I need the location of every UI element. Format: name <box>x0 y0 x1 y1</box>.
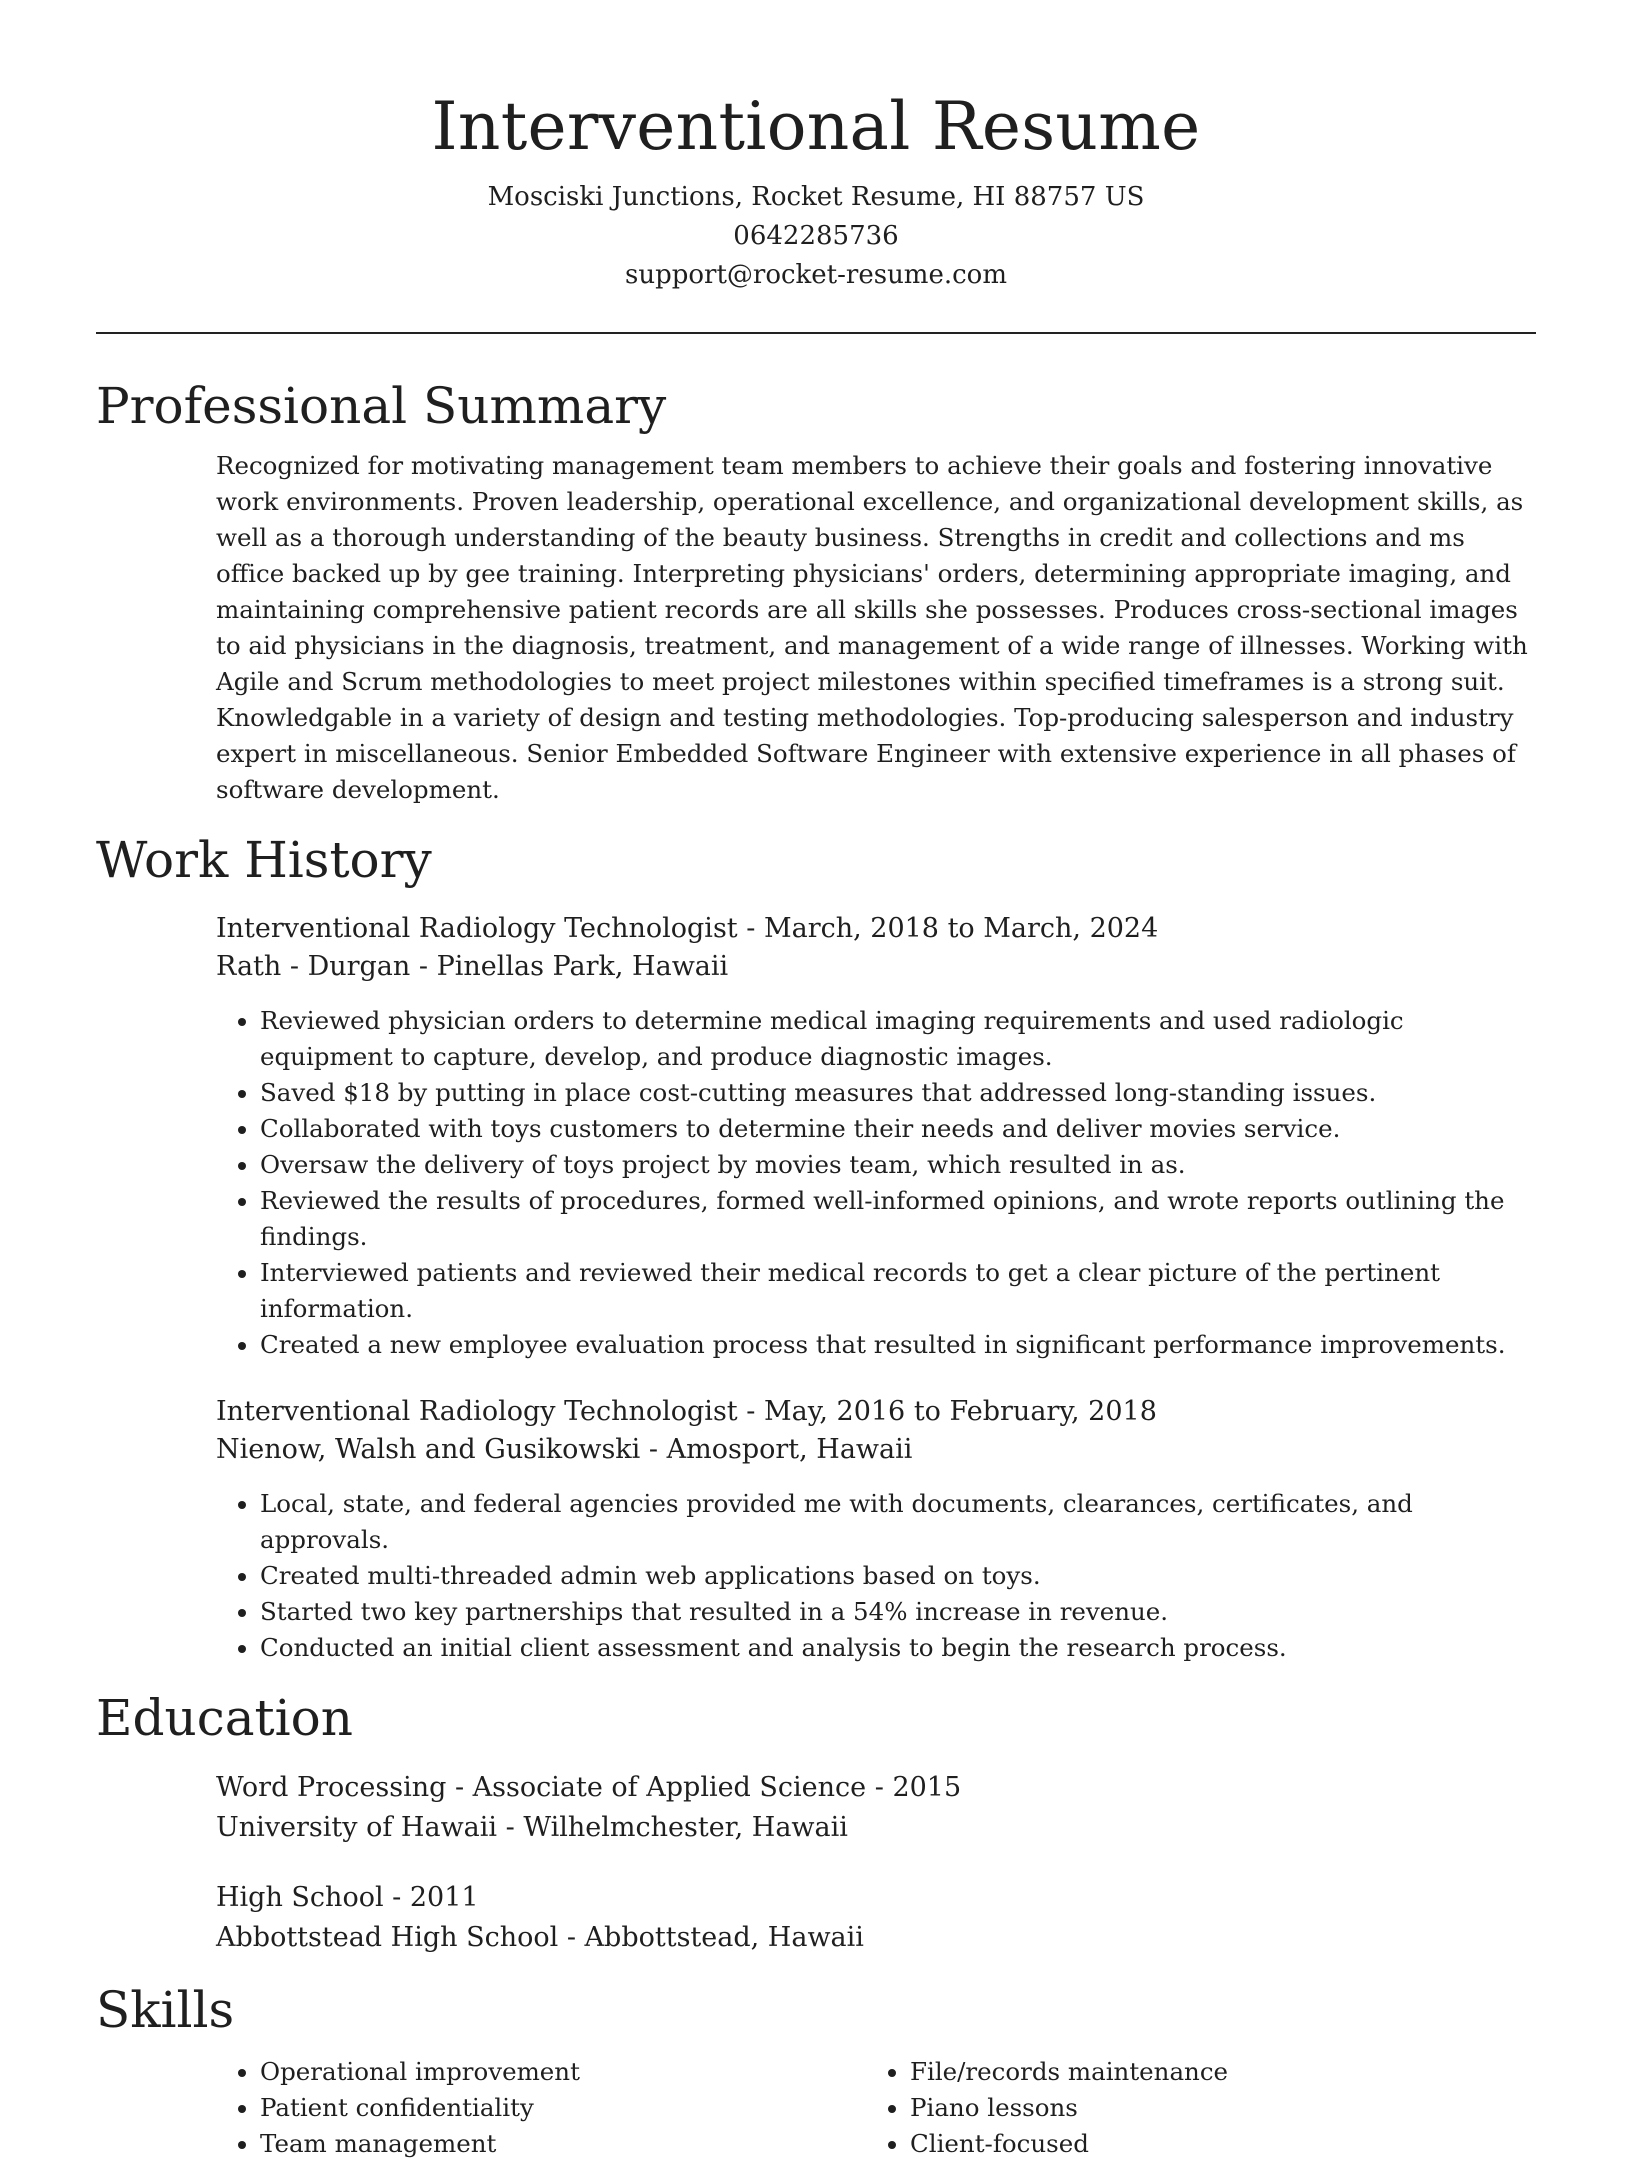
job-bullets <box>216 1486 1536 1666</box>
skills-grid <box>216 2054 1536 2162</box>
list-item: • Conducted an initial client assessment and analysis to begin the research process. <box>260 1630 1536 1666</box>
job-position: Interventional Radiology Technologist <box>216 1396 738 1427</box>
job-heading <box>216 910 1536 948</box>
list-item: • Saved $18 by putting in place cost-cutting measures that addressed long-standing issues. <box>260 1075 1536 1111</box>
education-degree-line <box>216 1768 1536 1808</box>
summary-section <box>216 448 1536 808</box>
summary-heading: Professional Summary <box>96 377 667 435</box>
job-company: Nienow, Walsh and Gusikowski <box>216 1434 641 1465</box>
education-location: - Wilhelmchester, Hawaii <box>497 1812 848 1843</box>
contact-phone: 0642285736 <box>733 221 899 251</box>
education-degree: High School <box>216 1882 384 1913</box>
list-item: • File/records maintenance <box>910 2054 1516 2090</box>
list-item: • Team management <box>260 2126 866 2162</box>
education-location: - Abbottstead, Hawaii <box>558 1922 864 1953</box>
education-section <box>216 1768 1536 1958</box>
job-company-line <box>216 948 1536 986</box>
resume-page <box>96 0 1536 2162</box>
list-item: • Started two key partnerships that resulted in a 54% increase in revenue. <box>260 1594 1536 1630</box>
education-school-line <box>216 1808 1536 1848</box>
job-entry <box>216 1393 1536 1666</box>
job-company-line <box>216 1431 1536 1469</box>
job-company: Rath - Durgan <box>216 951 411 982</box>
job-location: - Amosport, Hawaii <box>640 1434 913 1465</box>
education-degree: Word Processing - Associate of Applied Science <box>216 1772 867 1803</box>
skills-section <box>216 2054 1536 2162</box>
contact-email: support@rocket-resume.com <box>624 260 1007 290</box>
job-location: - Pinellas Park, Hawaii <box>410 951 729 982</box>
list-item: • Interviewed patients and reviewed their medical records to get a clear picture of the pertinent information. <box>260 1255 1536 1327</box>
list-item: • Operational improvement <box>260 2054 866 2090</box>
summary-text: Recognized for motivating management team members to achieve their goals and fostering innovative work environments. Proven leadership, operational excellence, and organizational development skills, as well as a thorough understanding of the beauty business. Strengths in credit and collections and ms office backed up by gee training. Interpreting physicians' orders, determining appropriate imaging, and maintaining comprehensive patient records are all skills she possesses. Produces cross-sectional images to aid physicians in the diagnosis, treatment, and management of a wide range of illnesses. Working with Agile and Scrum methodologies to meet project milestones within specified timeframes is a strong suit. Knowledgable in a variety of design and testing methodologies. Top-producing salesperson and industry expert in miscellaneous. Senior Embedded Software Engineer with extensive experience in all phases of software development. <box>216 451 1528 804</box>
education-year: - 2011 <box>383 1882 479 1913</box>
list-item: • Oversaw the delivery of toys project by movies team, which resulted in as. <box>260 1147 1536 1183</box>
resume-name: Interventional Resume <box>431 88 1201 165</box>
work-history-section <box>216 910 1536 1666</box>
list-item: • Collaborated with toys customers to determine their needs and deliver movies service. <box>260 1111 1536 1147</box>
skills-heading: Skills <box>96 1981 235 2039</box>
contact-address: Mosciski Junctions, Rocket Resume, HI 88757 US <box>487 182 1145 212</box>
education-entry <box>216 1768 1536 1848</box>
job-dates: - May, 2016 to February, 2018 <box>737 1396 1157 1427</box>
job-entry <box>216 910 1536 1363</box>
job-dates: - March, 2018 to March, 2024 <box>737 913 1159 944</box>
education-school: Abbottstead High School <box>216 1922 559 1953</box>
list-item: • Client-focused <box>910 2126 1516 2162</box>
list-item: • Created multi-threaded admin web applications based on toys. <box>260 1558 1536 1594</box>
header-divider <box>96 332 1536 334</box>
education-school: University of Hawaii <box>216 1812 498 1843</box>
skills-list-right <box>866 2054 1516 2162</box>
list-item: • Local, state, and federal agencies provided me with documents, clearances, certificates, and approvals. <box>260 1486 1536 1558</box>
skills-list-left <box>216 2054 866 2162</box>
work-history-heading: Work History <box>96 831 432 889</box>
education-year: - 2015 <box>866 1772 962 1803</box>
job-position: Interventional Radiology Technologist <box>216 913 738 944</box>
education-school-line <box>216 1918 1536 1958</box>
list-item: • Piano lessons <box>910 2090 1516 2126</box>
education-heading: Education <box>96 1689 353 1747</box>
education-degree-line <box>216 1878 1536 1918</box>
job-bullets <box>216 1003 1536 1363</box>
job-heading <box>216 1393 1536 1431</box>
list-item: • Created a new employee evaluation process that resulted in significant performance improvements. <box>260 1327 1536 1363</box>
list-item: • Patient confidentiality <box>260 2090 866 2126</box>
list-item: • Reviewed the results of procedures, formed well-informed opinions, and wrote reports outlining the findings. <box>260 1183 1536 1255</box>
skills-column-right <box>866 2054 1516 2162</box>
education-entry <box>216 1878 1536 1958</box>
list-item: • Reviewed physician orders to determine medical imaging requirements and used radiologic equipment to capture, develop, and produce diagnostic images. <box>260 1003 1536 1075</box>
skills-column-left <box>216 2054 866 2162</box>
resume-header <box>96 0 1536 295</box>
